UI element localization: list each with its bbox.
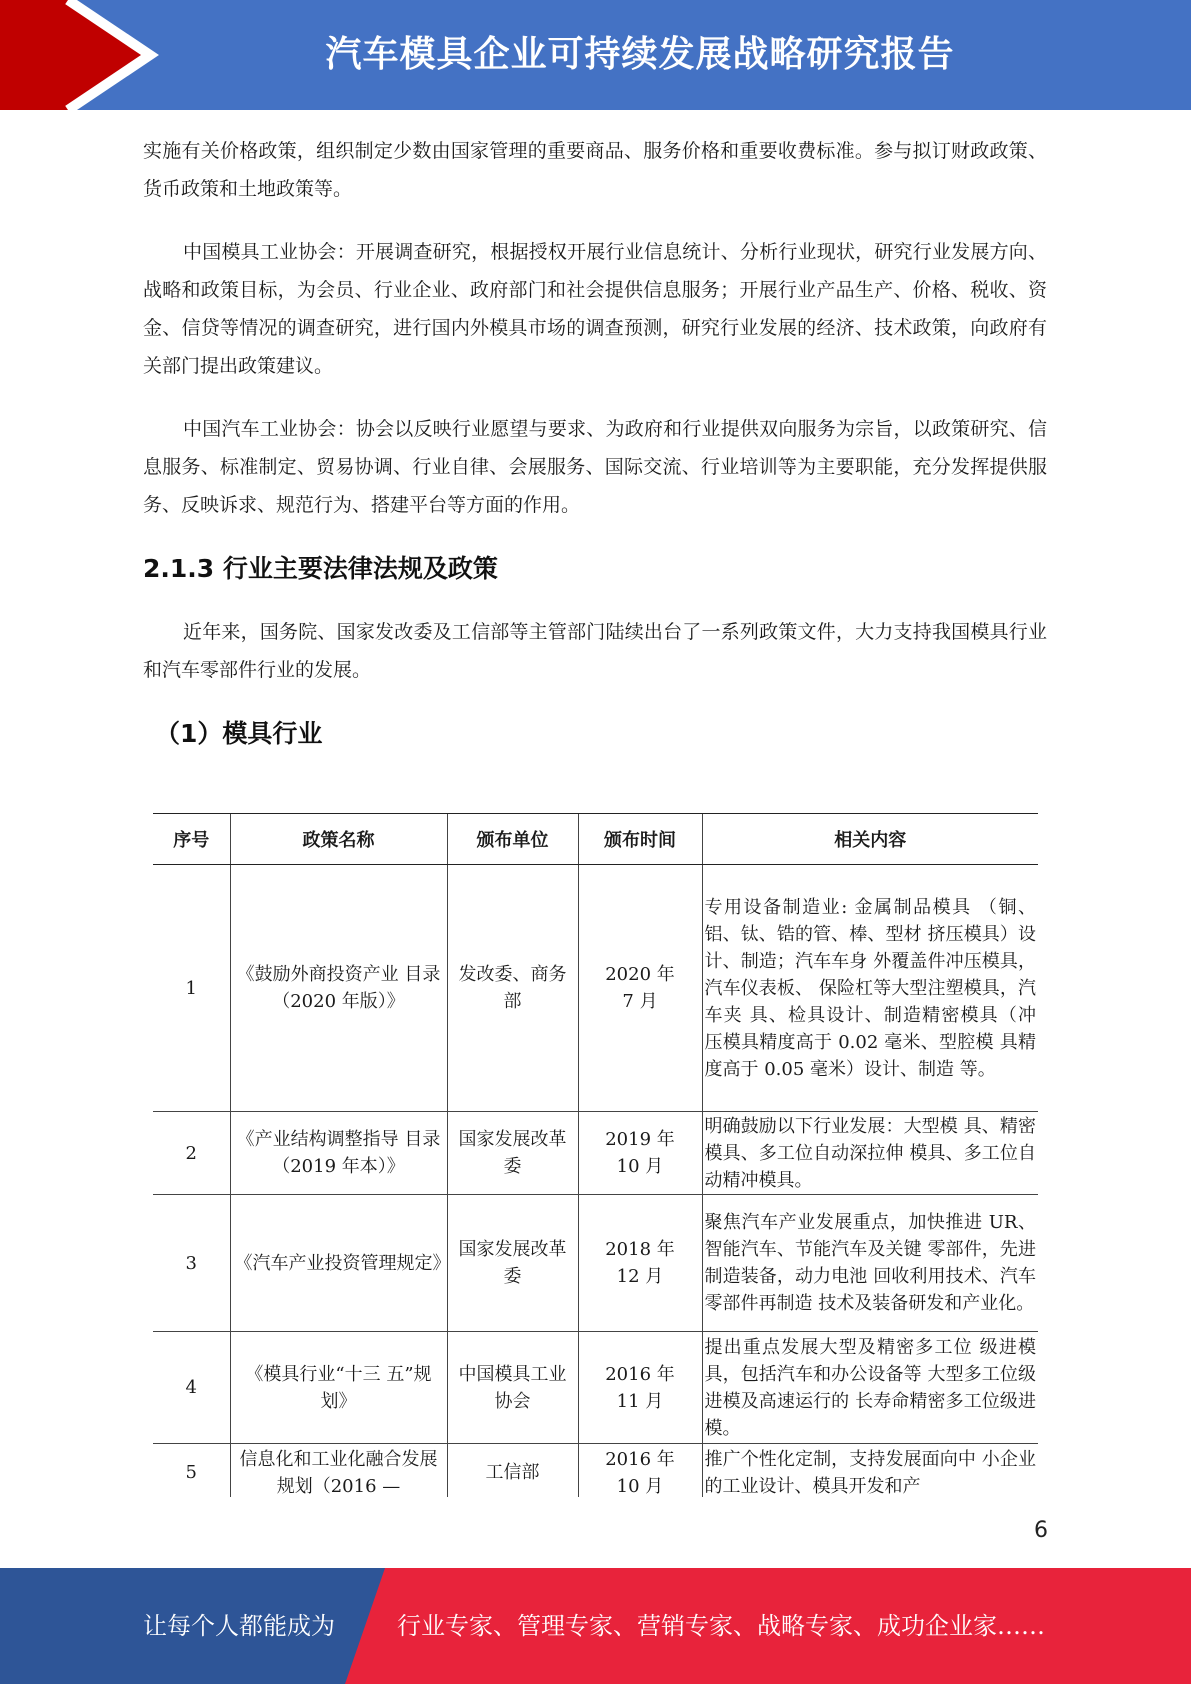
policy-name: 信息化和工业化融合发展规划（2016 —: [230, 1444, 447, 1498]
table-row: [153, 1195, 1038, 1332]
table-row: [153, 1112, 1038, 1195]
issue-month: 12 月: [616, 1266, 664, 1287]
policy-name: 《鼓励外商投资产业 目录（2020 年版）》: [230, 865, 447, 1112]
policy-name: 《产业结构调整指导 目录（2019 年本）》: [230, 1112, 447, 1195]
paragraph-price-policy: 实施有关价格政策，组织制定少数由国家管理的重要商品、服务价格和重要收费标准。参与拟订财政政策、货币政策和土地政策等。: [143, 140, 1047, 200]
related-content: 聚焦汽车产业发展重点，加快推进 UR、智能汽车、节能汽车及关键 零部件，先进制造装备，动力电池 回收利用技术、汽车零部件再制造 技术及装备研发和产业化。: [702, 1195, 1038, 1332]
related-content: 明确鼓励以下行业发展：大型模 具、精密模具、多工位自动深拉伸 模具、多工位自动精冲模具。: [702, 1112, 1038, 1195]
table-row: [153, 865, 1038, 1112]
issuer: 发改委、商务部: [447, 865, 578, 1112]
section-heading: 2.1.3 行业主要法律法规及政策: [143, 554, 498, 583]
policy-name: 《模具行业“十三 五”规划》: [230, 1332, 447, 1444]
issue-date: [578, 1112, 702, 1195]
report-title: 汽车模具企业可持续发展战略研究报告: [325, 34, 955, 75]
related-content: 推广个性化定制，支持发展面向中 小企业的工业设计、模具开发和产: [702, 1444, 1038, 1498]
page-number: 6: [1034, 1518, 1048, 1543]
column-header: 相关内容: [702, 814, 1038, 865]
footer-slogan-prefix: 让每个人都能成为: [143, 1612, 335, 1640]
issue-year: 2018 年: [605, 1239, 675, 1260]
row-number: 1: [153, 865, 230, 1112]
subsection-heading: （1）模具行业: [155, 719, 323, 748]
related-content: 提出重点发展大型及精密多工位 级进模具，包括汽车和办公设备等 大型多工位级进模及高速运行的 长寿命精密多工位级进模。: [702, 1332, 1038, 1444]
policy-table: [153, 813, 1038, 1497]
section-intro: 近年来，国务院、国家发改委及工信部等主管部门陆续出台了一系列政策文件，大力支持我国模具行业和汽车零部件行业的发展。: [143, 621, 1047, 681]
issue-date: [578, 1332, 702, 1444]
issuer: 中国模具工业协会: [447, 1332, 578, 1444]
column-header: 政策名称: [230, 814, 447, 865]
main-content: [143, 132, 1047, 776]
row-number: 3: [153, 1195, 230, 1332]
issuer: 工信部: [447, 1444, 578, 1498]
issue-month: 10 月: [616, 1475, 664, 1497]
row-number: 4: [153, 1332, 230, 1444]
row-number: 5: [153, 1444, 230, 1498]
paragraph-auto-association: 中国汽车工业协会：协会以反映行业愿望与要求、为政府和行业提供双向服务为宗旨，以政策研究、信息服务、标准制定、贸易协调、行业自律、会展服务、国际交流、行业培训等为主要职能，充分发挥提供服务、反映诉求、规范行为、搭建平台等方面的作用。: [143, 418, 1047, 516]
footer-slogan-roles: 行业专家、管理专家、营销专家、战略专家、成功企业家……: [397, 1612, 1045, 1640]
row-number: 2: [153, 1112, 230, 1195]
policy-name: 《汽车产业投资管理规定》: [230, 1195, 447, 1332]
issue-year: 2019 年: [605, 1129, 675, 1150]
table-row: [153, 1332, 1038, 1444]
issue-year: 2016 年: [605, 1363, 675, 1385]
paragraph-mold-association: 中国模具工业协会：开展调查研究，根据授权开展行业信息统计、分析行业现状，研究行业发展方向、战略和政策目标，为会员、行业企业、政府部门和社会提供信息服务；开展行业产品生产、价格、税收、资金、信贷等情况的调查研究，进行国内外模具市场的调查预测，研究行业发展的经济、技术政策，向政府有关部门提出政策建议。: [143, 241, 1047, 377]
issue-date: [578, 1195, 702, 1332]
issue-month: 7 月: [622, 991, 658, 1012]
issue-month: 11 月: [616, 1390, 664, 1412]
issue-year: 2020 年: [605, 964, 675, 985]
issuer: 国家发展改革委: [447, 1112, 578, 1195]
column-header: 颁布单位: [447, 814, 578, 865]
issuer: 国家发展改革委: [447, 1195, 578, 1332]
page-header: [0, 0, 1191, 110]
issue-year: 2016 年: [605, 1448, 675, 1470]
table-row: [153, 1444, 1038, 1498]
column-header: 序号: [153, 814, 230, 865]
issue-date: [578, 1444, 702, 1498]
issue-date: [578, 865, 702, 1112]
policy-table-wrapper: [153, 813, 1038, 1497]
table-header-row: [153, 814, 1038, 865]
column-header: 颁布时间: [578, 814, 702, 865]
related-content: 专用设备制造业: 金属制品模具 （铜、铝、钛、锆的管、棒、型材 挤压模具）设计、制造；汽车车身 外覆盖件冲压模具，汽车仪表板、 保险杠等大型注塑模具，汽车夹 具、检具设计、制造精密模具（冲 压模具精度高于 0.02 毫米、型腔模 具精度高于 0.05 毫米）设计、制造 等。: [702, 865, 1038, 1112]
page-footer: [0, 1568, 1191, 1684]
issue-month: 10 月: [616, 1156, 664, 1177]
